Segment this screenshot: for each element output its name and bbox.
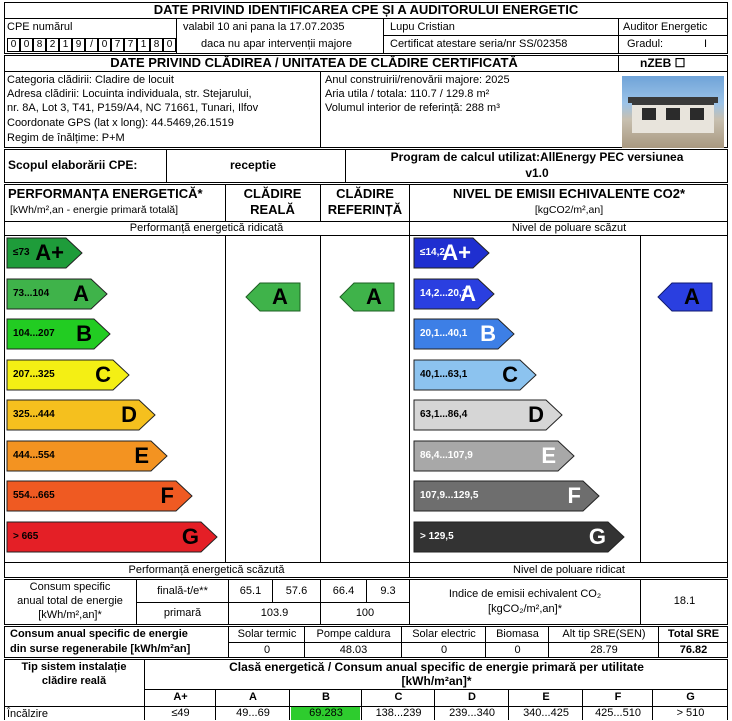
divider: [228, 642, 728, 643]
energy-class-range: 444...554: [13, 449, 55, 461]
nzeb-checkbox: nZEB ☐: [640, 56, 686, 70]
heating-class-value: 69.283: [309, 707, 343, 719]
building-height-regime: Regim de înălțime: P+M: [7, 132, 125, 144]
building-year: Anul construirii/renovării majore: 2025: [325, 74, 510, 86]
auditor-name: Lupu Cristian: [390, 21, 455, 33]
emission-class-letter: D: [528, 402, 544, 427]
energy-class-range: 325...444: [13, 409, 55, 420]
energy-class-range: 73...104: [13, 287, 50, 299]
emissions-title: NIVEL DE EMISII ECHIVALENTE CO2*: [452, 186, 686, 201]
reference-building-header-1: CLĂDIRE: [336, 186, 394, 201]
energy-class-range: > 665: [13, 530, 39, 542]
cpe-digit: 0: [20, 38, 33, 52]
emission-class-range: 20,1...40,1: [420, 328, 468, 339]
installation-class-header: D: [468, 691, 476, 703]
emission-class-range: 86,4...107,9: [420, 449, 473, 461]
heating-class-value: 239...340: [449, 707, 495, 719]
heating-class-value: 425...510: [595, 707, 641, 719]
cpe-digit: 0: [98, 38, 111, 52]
divider: [409, 184, 410, 578]
installation-class-header: C: [394, 691, 403, 703]
co2-index-value: 18.1: [673, 595, 696, 607]
emissions-unit: [kgCO2/m²,an]: [534, 204, 604, 216]
real-building-class: A: [272, 284, 288, 309]
energy-performance-title: PERFORMANȚA ENERGETICĂ*: [8, 186, 203, 201]
energy-performance-unit: [kWh/m²,an - energie primară totală]: [10, 204, 179, 216]
cpe-digit: 1: [137, 38, 150, 52]
heating-class-value: ≤49: [171, 707, 190, 719]
renewable-header: Biomasa: [496, 628, 539, 640]
building-address-line1: Adresa clădirii: Locuinta individuala, str. Stejarului,: [7, 88, 252, 100]
installation-class-title-2: [kWh/m²an]*: [401, 674, 472, 688]
primary-reference-value: 100: [355, 607, 375, 619]
cpe-digit: 7: [111, 38, 124, 52]
building-category: Categoria clădirii: Cladire de locuit: [7, 74, 174, 86]
cpe-digit: 8: [33, 38, 46, 52]
emission-class-arrow: [414, 278, 494, 310]
energy-class-letter: A: [73, 280, 89, 306]
emission-class-range: 14,2...20,1: [420, 287, 468, 299]
energy-class-arrow: [7, 278, 107, 310]
energy-class-letter: G: [181, 523, 199, 549]
divider: [409, 579, 410, 625]
emission-class-range: ≤14,2: [420, 247, 445, 258]
emission-class-arrow: [414, 440, 574, 472]
reference-building-class-indicator: [340, 282, 394, 312]
divider: [176, 18, 177, 54]
emission-class-letter: A: [460, 280, 476, 306]
final-value-3: 66.4: [332, 585, 355, 597]
emission-class-arrow: [414, 399, 562, 431]
divider: [4, 235, 728, 236]
cpe-digit: 2: [46, 38, 59, 52]
consumption-label-1: Consum specific: [29, 581, 111, 593]
emission-class-letter: F: [567, 483, 581, 508]
grade-label: Gradul:: [627, 38, 664, 50]
emission-class-arrow: [414, 521, 624, 553]
energy-class-arrow: [7, 399, 155, 431]
program-line2: v1.0: [525, 166, 549, 180]
emission-class-range: 40,1...63,1: [420, 368, 468, 380]
divider: [136, 602, 409, 603]
renewable-value: 0: [440, 644, 448, 656]
renewable-value: 0: [263, 644, 271, 656]
installation-class-header: G: [686, 691, 695, 703]
building-photo: [622, 76, 724, 148]
heating-class-value: > 510: [676, 707, 705, 719]
building-gps: Coordonate GPS (lat x long): 44.5469,26.1519: [7, 117, 234, 129]
building-area: Aria utila / totala: 110.7 / 129.8 m²: [325, 88, 490, 100]
renewable-header: Solar electric: [412, 628, 476, 640]
emission-class-letter: G: [588, 523, 606, 549]
auditor-role: Auditor Energetic: [623, 21, 708, 33]
energy-class-arrow: [7, 237, 82, 269]
real-building-header-2: REALĂ: [250, 202, 295, 217]
cpe-digit: 8: [150, 38, 163, 52]
heating-class-value: 138...239: [375, 707, 422, 719]
energy-class-letter: A+: [35, 240, 64, 265]
heating-label: Încălzire: [7, 708, 48, 720]
grade-value: I: [704, 38, 708, 50]
final-value-2: 57.6: [285, 585, 308, 597]
installation-type-label-2: clădire reală: [41, 675, 107, 687]
consumption-label-2: anual total de energie: [17, 595, 123, 607]
divider: [4, 18, 728, 19]
emissions-high-label: Nivel de poluare ridicat: [513, 564, 625, 576]
renewable-value: 76.82: [679, 644, 708, 656]
divider: [4, 562, 728, 563]
renewable-value: 28.79: [590, 644, 618, 656]
emission-class-arrow: [414, 359, 536, 391]
validity-condition: daca nu apar intervenții majore: [201, 38, 353, 50]
emission-class-range: > 129,5: [420, 530, 454, 542]
renewable-header: Total SRE: [667, 628, 720, 640]
cpe-digit: 9: [72, 38, 85, 52]
emission-class-arrow: [414, 480, 599, 512]
energy-class-range: 207...325: [13, 368, 55, 380]
energy-low-label: Performanță energetică scăzută: [128, 564, 285, 576]
divider: [618, 55, 619, 72]
validity-date: valabil 10 ani pana la 17.07.2035: [183, 21, 345, 33]
scope-value: receptie: [230, 158, 277, 172]
energy-class-arrow: [7, 480, 192, 512]
renewable-header: Alt tip SRE(SEN): [562, 628, 646, 640]
emission-class-range: 63,1...86,4: [420, 409, 468, 420]
divider: [4, 71, 728, 72]
co2-index-label-2: [kgCO₂/m²,an]*: [488, 603, 562, 615]
emission-class-range: 107,9...129,5: [420, 490, 479, 501]
divider: [320, 71, 321, 148]
energy-class-range: 554...665: [13, 490, 55, 501]
real-building-header-1: CLĂDIRE: [243, 186, 302, 201]
building-title: DATE PRIVIND CLĂDIREA / UNITATEA DE CLĂDIRE CERTIFICATĂ: [110, 55, 518, 70]
installation-class-header: E: [542, 691, 550, 703]
cpe-digit: 1: [59, 38, 72, 52]
renewable-label-1: Consum anual specific de energie: [10, 628, 188, 640]
divider: [383, 18, 384, 54]
renewable-label-2: din surse regenerabile [kWh/m²an]: [10, 643, 191, 655]
installation-class-header: A+: [173, 691, 188, 703]
divider: [145, 689, 728, 690]
divider: [225, 235, 226, 562]
energy-class-range: 104...207: [13, 328, 55, 339]
renewable-value: 0: [514, 644, 521, 656]
installation-type-label-1: Tip sistem instalație: [21, 661, 127, 673]
divider: [383, 35, 728, 36]
emission-class-letter: A+: [442, 240, 471, 265]
building-address-line2: nr. 8A, Lot 3, T41, P159/A4, NC 71661, Tunari, Ilfov: [7, 102, 259, 114]
emission-class-arrow: [414, 318, 514, 350]
building-volume: Volumul interior de referință: 288 m³: [325, 102, 500, 114]
energy-class-letter: C: [95, 361, 111, 387]
energy-class-letter: D: [121, 402, 137, 427]
final-value-4: 9.3: [380, 585, 396, 597]
consumption-label-3: [kWh/m²,an]*: [38, 609, 102, 621]
divider: [640, 235, 641, 562]
cpe-number-label: CPE numărul: [7, 21, 73, 33]
energy-class-arrow: [7, 521, 217, 553]
energy-class-arrow: [7, 440, 167, 472]
installation-class-title-1: Clasă energetică / Consum anual specific de energie primară per utilitate: [229, 660, 644, 674]
emissions-low-label: Nivel de poluare scăzut: [511, 222, 627, 234]
energy-class-arrow: [7, 359, 129, 391]
reference-building-header-2: REFERINȚĂ: [327, 202, 403, 217]
installation-class-header: B: [322, 691, 330, 703]
auditor-certificate: Certificat atestare seria/nr SS/02358: [390, 38, 568, 50]
heating-class-value: 49...69: [236, 707, 270, 719]
energy-class-letter: F: [160, 483, 174, 508]
final-energy-label: finală-t/e**: [157, 585, 208, 597]
renewable-header: Pompe caldura: [316, 628, 391, 640]
energy-class-range: ≤73: [13, 247, 30, 258]
energy-class-letter: E: [134, 442, 149, 468]
program-line1: Program de calcul utilizat:AllEnergy PEC versiunea: [390, 150, 684, 164]
co2-index-label-1: Indice de emisii echivalent CO₂: [448, 588, 602, 600]
installation-class-header: F: [614, 691, 622, 703]
cpe-digit: 0: [163, 38, 176, 52]
primary-real-value: 103.9: [260, 607, 289, 619]
energy-class-letter: B: [76, 321, 92, 346]
cpe-digit: 7: [124, 38, 137, 52]
energy-class-arrow: [7, 318, 110, 350]
divider: [166, 149, 167, 183]
final-value-1: 65.1: [239, 585, 262, 597]
emissions-class-indicator: [658, 282, 712, 312]
real-building-class-indicator: [246, 282, 300, 312]
installation-class-header: A: [249, 691, 257, 703]
renewable-value: 48.03: [339, 644, 368, 656]
primary-energy-label: primară: [163, 607, 202, 619]
reference-building-class: A: [366, 284, 382, 309]
emission-class-letter: B: [480, 321, 496, 346]
identification-title: DATE PRIVIND IDENTIFICAREA CPE ȘI A AUDITORULUI ENERGETIC: [153, 2, 579, 17]
emission-class-letter: E: [541, 442, 556, 468]
emission-class-arrow: [414, 237, 489, 269]
divider: [320, 235, 321, 562]
renewable-header: Solar termic: [237, 628, 297, 640]
energy-high-label: Performanță energetică ridicată: [129, 222, 284, 234]
divider: [618, 18, 619, 54]
cpe-digit: /: [85, 38, 98, 52]
emission-class-letter: C: [502, 361, 518, 387]
scope-label: Scopul elaborării CPE:: [8, 158, 138, 172]
emissions-class: A: [684, 284, 700, 309]
cpe-digit: 0: [7, 38, 20, 52]
heating-class-value: 340...425: [523, 707, 569, 719]
